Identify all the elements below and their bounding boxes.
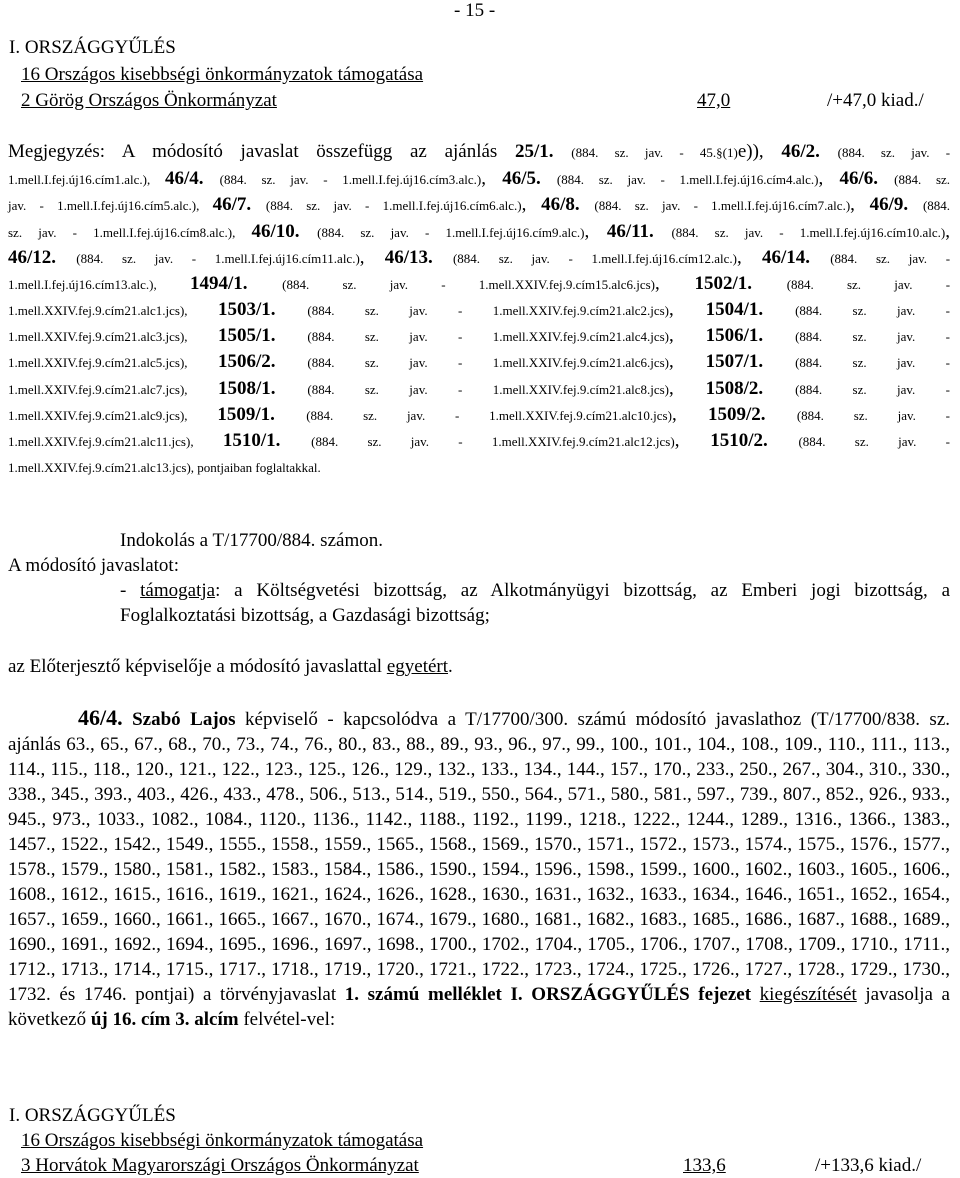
note-ref: 46/12. — [8, 247, 57, 268]
note-text: , — [850, 194, 870, 215]
note-ref: 1509/2. — [708, 404, 766, 425]
note-ref: 1494/1. — [189, 273, 248, 294]
note-detail: (884. sz. — [894, 172, 951, 187]
note-ref: 1505/1. — [217, 325, 276, 346]
block2-line2: 16 Országos kisebbségi önkormányzatok támogatása — [21, 1130, 424, 1151]
note-line — [8, 247, 950, 269]
amendment-bold-1: 1. számú melléklet I. ORSZÁGGYŰLÉS fejezet — [344, 984, 752, 1005]
note-ref: 25/1. — [515, 141, 554, 162]
block2-line3-label-text: 3 Horvátok Magyarországi Országos Önkormányzat — [21, 1155, 419, 1176]
note-detail: 1.mell.XXIV.fej.9.cím21.alc7.jcs), — [8, 382, 218, 397]
note-detail: (884. sz. jav. - 1.mell.XXIV.fej.9.cím21.alc12.jcs) — [311, 434, 675, 449]
note-detail: (884. sz. jav. - 45.§(1) — [571, 145, 738, 160]
note-detail: 1.mell.I.fej.új16.cím1.alc.), — [8, 172, 165, 187]
note-ref: 46/4. — [164, 168, 204, 189]
note-text: , — [674, 430, 711, 451]
note-line — [8, 299, 950, 321]
note-text — [654, 221, 672, 242]
note-detail: (884. sz. jav. - 1.mell.I.fej.új16.cím12.alc.) — [452, 251, 737, 266]
note-detail: 1.mell.XXIV.fej.9.cím21.alc5.jcs), — [8, 355, 218, 370]
block1-line3-amount: 47,0 — [697, 90, 731, 111]
note-text — [275, 351, 307, 372]
note-detail: (884. sz. jav. - — [795, 329, 951, 344]
amendment-paragraph — [8, 705, 950, 1032]
note-detail: (884. sz. jav. - — [798, 434, 950, 449]
note-text — [56, 247, 76, 268]
note-text: , — [737, 247, 762, 268]
note-text: , — [818, 168, 840, 189]
block1-heading: I. ORSZÁGGYŰLÉS — [9, 37, 176, 58]
amendment-underlined: kiegészítését — [759, 984, 857, 1005]
note-ref: 1509/1. — [217, 404, 275, 425]
presenter-post: . — [448, 656, 453, 677]
note-line — [8, 194, 950, 216]
note-text — [820, 141, 838, 162]
amendment-author: Szabó Lajos — [132, 709, 236, 730]
note-detail: 1.mell.XXIV.fej.9.cím21.alc13.jcs), pontjaiban foglaltakkal. — [8, 460, 321, 475]
note-detail: 1.mell.XXIV.fej.9.cím21.alc9.jcs), — [8, 408, 218, 423]
note-text — [763, 351, 795, 372]
note-detail: (884. sz. jav. - 1.mell.XXIV.fej.9.cím21.alc2.jcs) — [307, 303, 670, 318]
note-text — [247, 273, 282, 294]
note-text — [752, 273, 787, 294]
presenter-pre: az Előterjesztő képviselője a módosító javaslattal — [8, 656, 387, 677]
note-detail: (884. sz. jav. - 1.mell.XXIV.fej.9.cím21.alc8.jcs) — [307, 382, 670, 397]
note-text — [433, 247, 453, 268]
note-line — [8, 378, 950, 400]
note-detail: 1.mell.XXIV.fej.9.cím21.alc3.jcs), — [8, 329, 218, 344]
presenter-line — [8, 656, 453, 678]
note-detail: (884. — [922, 198, 951, 213]
note-line — [8, 404, 950, 426]
note-text: , — [655, 273, 695, 294]
note-ref: 46/11. — [606, 221, 654, 242]
note-ref: 46/6. — [839, 168, 878, 189]
note-detail: (884. sz. jav. - 1.mell.XXIV.fej.9.cím21.alc4.jcs) — [307, 329, 670, 344]
note-text — [280, 430, 311, 451]
note-detail: (884. sz. jav. - 1.mell.I.fej.új16.cím3.alc.) — [219, 172, 482, 187]
amendment-text-c: felvétel-vel: — [238, 1009, 336, 1030]
note-detail: (884. sz. jav. - — [795, 303, 951, 318]
presenter-agree: egyetért — [386, 656, 449, 677]
note-text: , — [359, 247, 385, 268]
note-line — [8, 221, 950, 243]
note-text: , — [584, 221, 607, 242]
note-text — [275, 404, 306, 425]
note-line — [8, 325, 950, 347]
note-ref: 1508/1. — [217, 378, 276, 399]
note-text: , — [521, 194, 542, 215]
note-detail: (884. sz. jav. - 1.mell.I.fej.új16.cím9.alc.) — [317, 225, 585, 240]
note-detail: 1.mell.XXIV.fej.9.cím21.alc11.jcs), — [8, 434, 223, 449]
note-line — [8, 456, 950, 478]
block1-line3-label-text: 2 Görög Országos Önkormányzat — [21, 90, 277, 111]
note-detail: 1.mell.I.fej.új16.cím13.alc.), — [8, 277, 190, 292]
note-text: , — [671, 404, 708, 425]
note-text — [878, 168, 894, 189]
note-ref: 46/9. — [869, 194, 909, 215]
note-line — [8, 141, 950, 163]
note-text: e)), — [737, 141, 782, 162]
support-label: támogatja — [140, 580, 216, 601]
note-detail: 1.mell.XXIV.fej.9.cím21.alc1.jcs), — [8, 303, 218, 318]
note-ref: 1502/1. — [694, 273, 752, 294]
note-detail: sz. jav. - 1.mell.I.fej.új16.cím8.alc.), — [8, 225, 252, 240]
note-line — [8, 273, 950, 295]
note-text — [251, 194, 266, 215]
note-text — [908, 194, 923, 215]
note-ref: 1506/1. — [705, 325, 764, 346]
note-line — [8, 351, 950, 373]
block1-line2: 16 Országos kisebbségi önkormányzatok támogatása — [21, 64, 424, 85]
note-detail: (884. sz. jav. - 1.mell.XXIV.fej.9.cím21.alc10.jcs) — [306, 408, 672, 423]
note-ref: 46/5. — [502, 168, 541, 189]
note-text — [275, 299, 307, 320]
support-dash: - — [120, 580, 141, 601]
note-text — [554, 141, 572, 162]
note-text: , — [669, 378, 706, 399]
note-text — [810, 247, 830, 268]
support-line2: Foglalkoztatási bizottság, a Gazdasági bizottság; — [120, 605, 490, 626]
support-intro: A módosító javaslatot: — [8, 555, 179, 576]
block2-line3-amount: 133,6 — [683, 1155, 726, 1176]
note-ref: 1503/1. — [217, 299, 276, 320]
note-text — [766, 404, 797, 425]
note-detail: jav. - 1.mell.I.fej.új16.cím5.alc.), — [8, 198, 213, 213]
note-text: , — [945, 221, 950, 242]
block2-line3-change: /+133,6 kiad./ — [815, 1155, 922, 1176]
note-ref: 46/2. — [781, 141, 820, 162]
note-detail: (884. sz. jav. - 1.mell.I.fej.új16.cím10.alc.) — [671, 225, 946, 240]
note-text: , — [669, 299, 706, 320]
amendment-text-a: képviselő - kapcsolódva a T/17700/300. számú módosító javaslathoz (T/17700/838. sz. ajánlás 63., 65., 67., 68., 70., 73., 74., 76., 80., 83., 88., 89., 93., 96., 97., 99., 100., 101., 104., 108., 109., 110., 111., 113., 114., 115., 118., 120., 121., 122., 123., 125., 126., 129., 132., 133., 134., 144., 157., 170., 233., 250., 267., 304., 310., 330., 338., 345., 393., 403., 426., 433., 478., 506., 513., 514., 519., 550., 564., 571., 580., 581., 597., 739., 807., 852., 926., 933., 945., 973., 1033., 1082., 1084., 1120., 1136., 1142., 1188., 1192., 1199., 1218., 1222., 1244., 1289., 1316., 1366., 1383., 1457., 1522., 1542., 1549., 1555., 1558., 1559., 1565., 1568., 1569., 1570., 1571., 1572., 1573., 1574., 1575., 1576., 1577., 1578., 1579., 1580., 1581., 1582., 1583., 1584., 1586., 1590., 1594., 1596., 1598., 1599., 1600., 1602., 1603., 1605., 1606., 1608., 1612., 1615., 1616., 1619., 1621., 1624., 1626., 1628., 1630., 1631., 1632., 1633., 1634., 1646., 1651., 1652., 1654., 1657., 1659., 1660., 1661., 1665., 1667., 1670., 1674., 1679., 1680., 1681., 1682., 1683., 1685., 1686., 1687., 1688., 1689., 1690., 1691., 1692., 1694., 1695., 1696., 1697., 1698., 1700., 1702., 1704., 1705., 1706., 1707., 1708., 1709., 1710., 1711., 1712., 1713., 1714., 1715., 1717., 1718., 1719., 1720., 1721., 1722., 1723., 1724., 1725., 1726., 1727., 1728., 1729., 1730., 1732. és 1746. pontjai) a törvényjavaslat — [8, 709, 951, 1005]
note-text — [763, 299, 795, 320]
amendment-text-b: javasolja a következő — [8, 984, 950, 1030]
note-detail: (884. sz. jav. - 1.mell.XXIV.fej.9.cím15.alc6.jcs) — [282, 277, 656, 292]
note-ref: 46/10. — [251, 221, 300, 242]
note-line — [8, 168, 950, 190]
note-ref: 1510/2. — [710, 430, 768, 451]
note-text — [203, 168, 219, 189]
support-line1 — [120, 580, 950, 602]
note-text — [580, 194, 595, 215]
note-ref: 1506/2. — [217, 351, 276, 372]
note-detail: (884. sz. jav. - — [795, 382, 951, 397]
amendment-bold-2: új 16. cím 3. alcím — [90, 1009, 239, 1030]
justification-line: Indokolás a T/17700/884. számon. — [120, 530, 383, 551]
page-number: - 15 - — [454, 0, 496, 21]
note-detail: (884. sz. jav. - 1.mell.I.fej.új16.cím7.alc.) — [594, 198, 851, 213]
note-text: , — [481, 168, 503, 189]
note-detail: (884. sz. jav. - — [837, 145, 951, 160]
note-ref: 1508/2. — [705, 378, 764, 399]
note-detail: (884. sz. jav. - 1.mell.XXIV.fej.9.cím21.alc6.jcs) — [307, 355, 670, 370]
note-ref: 46/13. — [384, 247, 433, 268]
note-ref: 1504/1. — [705, 299, 764, 320]
amendment-number: 46/4. — [78, 705, 123, 730]
note-detail: (884. sz. jav. - — [795, 355, 951, 370]
block2-line3-label — [21, 1155, 741, 1177]
note-text — [768, 430, 799, 451]
note-text — [541, 168, 557, 189]
note-ref: 46/14. — [761, 247, 810, 268]
block1-line3-label — [21, 90, 771, 112]
amendment-space — [751, 984, 760, 1005]
note-text — [275, 325, 307, 346]
note-text — [763, 378, 795, 399]
note-text — [763, 325, 795, 346]
note-ref: 46/8. — [541, 194, 580, 215]
note-detail: (884. sz. jav. - — [786, 277, 951, 292]
note-detail: (884. sz. jav. - 1.mell.I.fej.új16.cím6.alc.) — [265, 198, 522, 213]
note-text — [275, 378, 307, 399]
support-text1: : a Költségvetési bizottság, az Alkotmányügyi bizottság, az Emberi jogi bizottság, a — [215, 580, 951, 601]
note-ref: 1510/1. — [222, 430, 281, 451]
note-text: Megjegyzés: A módosító javaslat összefügg az ajánlás — [8, 141, 516, 162]
note-text — [300, 221, 318, 242]
note-text: , — [669, 351, 706, 372]
note-detail: (884. sz. jav. - 1.mell.I.fej.új16.cím11.alc.) — [76, 251, 360, 266]
note-line — [8, 430, 950, 452]
note-ref: 1507/1. — [705, 351, 764, 372]
block2-heading: I. ORSZÁGGYŰLÉS — [9, 1105, 176, 1126]
block1-line3-change: /+47,0 kiad./ — [827, 90, 924, 111]
note-detail: (884. sz. jav. - 1.mell.I.fej.új16.cím4.alc.) — [556, 172, 819, 187]
note-text: , — [669, 325, 706, 346]
note-ref: 46/7. — [212, 194, 252, 215]
note-detail: (884. sz. jav. - — [796, 408, 950, 423]
note-detail: (884. sz. jav. - — [830, 251, 951, 266]
